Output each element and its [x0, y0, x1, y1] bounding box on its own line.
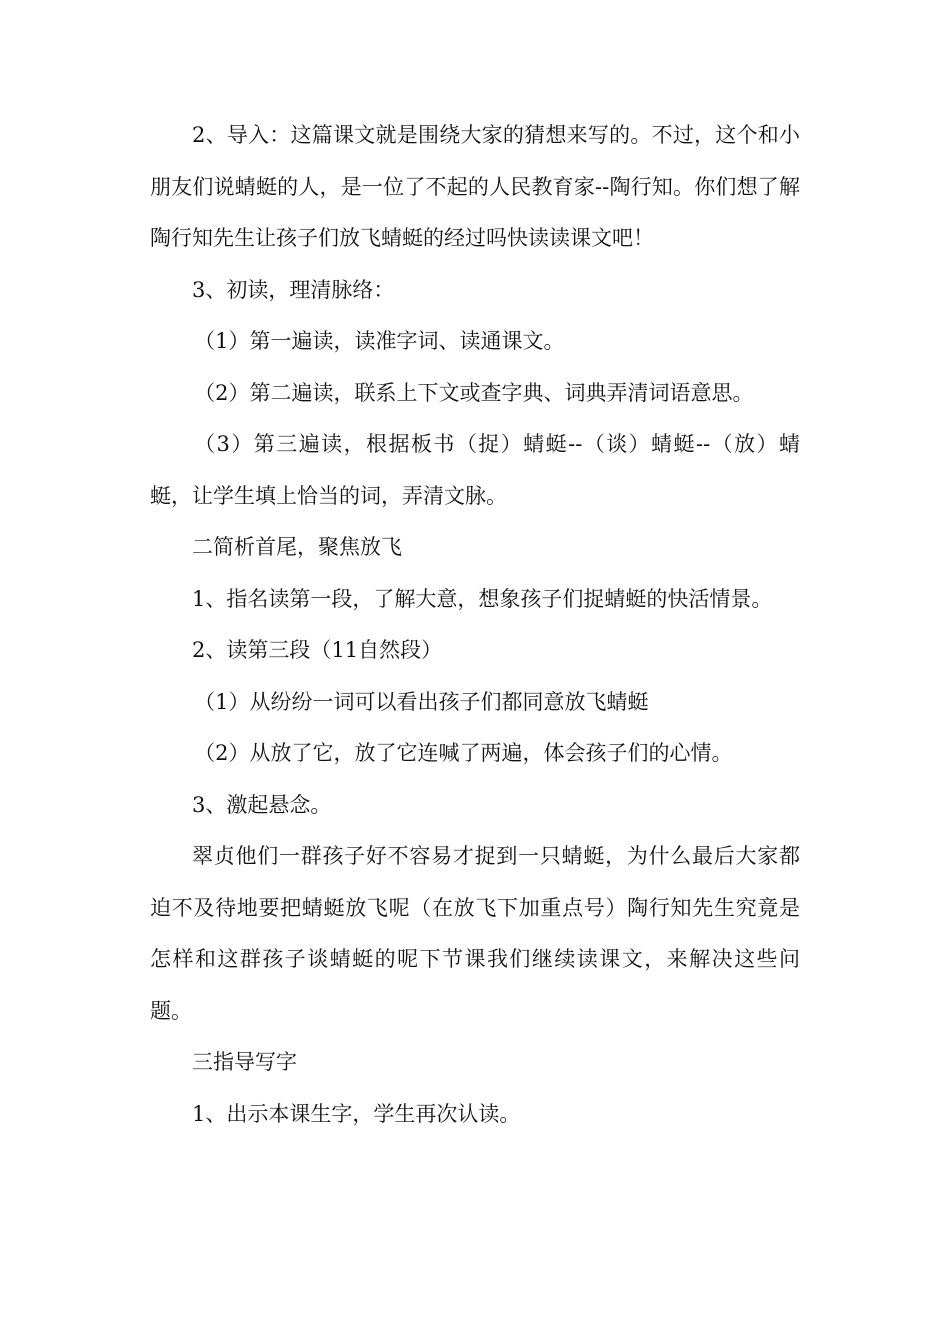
paragraph-step-3: （3）第三遍读，根据板书（捉）蜻蜓--（谈）蜻蜓--（放）蜻蜓，让学生填上恰当的词，弄清文脉。 — [150, 432, 800, 508]
paragraph-step-2: （2）第二遍读，联系上下文或查字典、词典弄清词语意思。 — [194, 380, 754, 405]
section-heading-3: 三指导写字 — [192, 1050, 297, 1074]
section-heading-2: 二简析首尾，聚焦放飞 — [192, 535, 402, 559]
paragraph-suspense: 3、激起悬念。 — [192, 792, 332, 817]
document-body — [150, 110, 800, 1140]
paragraph-first-reading: 3、初读，理清脉络： — [192, 277, 395, 302]
paragraph-point-1: （1）从纷纷一词可以看出孩子们都同意放飞蜻蜓 — [194, 689, 649, 714]
paragraph-point-2: （2）从放了它，放了它连喊了两遍，体会孩子们的心情。 — [194, 741, 733, 765]
paragraph-show-characters: 1、出示本课生字，学生再次认读。 — [192, 1101, 521, 1126]
paragraph-question: 翠贞他们一群孩子好不容易才捉到一只蜻蜓，为什么最后大家都迫不及待地要把蜻蜓放飞呢（在放飞下加重点号）陶行知先生究竟是怎样和这群孩子谈蜻蜓的呢下节课我们继续读课文，来解决这些问题。 — [150, 844, 800, 1023]
paragraph-step-1: （1）第一遍读，读准字词、读通课文。 — [194, 329, 565, 353]
paragraph-read-third-section: 2、读第三段（11自然段） — [192, 638, 443, 662]
paragraph-intro: 2、导入：这篇课文就是围绕大家的猜想来写的。不过，这个和小朋友们说蜻蜓的人，是一位了不起的人民教育家--陶行知。你们想了解陶行知先生让孩子们放飞蜻蜓的经过吗快读读课文吧！ — [150, 123, 800, 250]
paragraph-read-first-section: 1、指名读第一段，了解大意，想象孩子们捉蜻蜓的快活情景。 — [192, 586, 773, 611]
